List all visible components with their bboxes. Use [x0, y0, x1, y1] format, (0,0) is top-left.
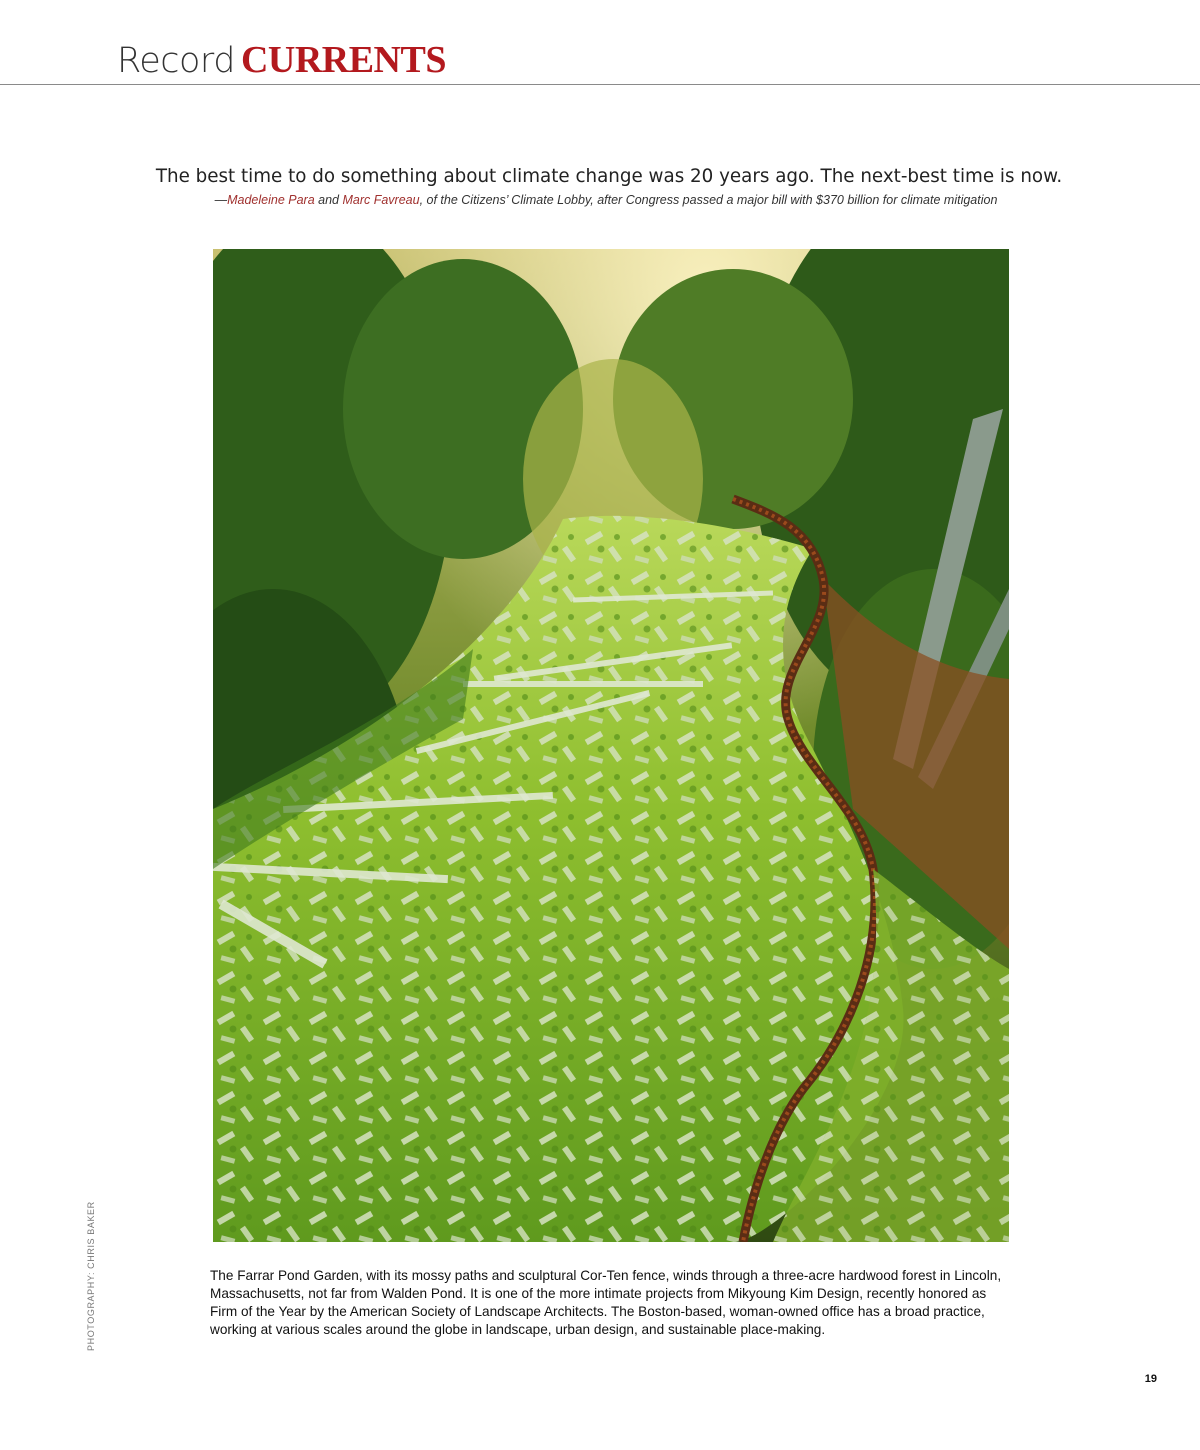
header-currents: CURRENTS: [240, 39, 446, 81]
attribution-name-2: Marc Favreau: [342, 193, 420, 207]
attribution-dash: —: [214, 193, 228, 207]
photo-credit: PHOTOGRAPHY: CHRIS BAKER: [86, 1201, 96, 1351]
attribution-rest: , of the Citizens’ Climate Lobby, after Congress passed a major bill with $370 billion for climate mitigation: [419, 193, 998, 207]
header-rule: [0, 84, 1200, 85]
attribution-name-1: Madeleine Para: [227, 193, 315, 207]
pull-quote: The best time to do something about climate change was 20 years ago. The next-best time is now.: [155, 166, 1063, 187]
section-header: [117, 38, 446, 82]
attribution-and: and: [314, 193, 343, 207]
quote-attribution: [0, 193, 1200, 207]
page-number: 19: [1144, 1373, 1157, 1385]
header-record: Record: [117, 41, 235, 81]
garden-photo: [213, 249, 1009, 1242]
photo-caption: The Farrar Pond Garden, with its mossy paths and sculptural Cor-Ten fence, winds through a three-acre hardwood forest in Lincoln, Massachusetts, not far from Walden Pond. It is one of the more intimate projects from Mikyoung Kim Design, recently honored as Firm of the Year by the American Society of Landscape Architects. The Boston-based, woman-owned office has a broad practice, working at various scales around the globe in landscape, urban design, and sustainable place-making.: [210, 1268, 1002, 1337]
